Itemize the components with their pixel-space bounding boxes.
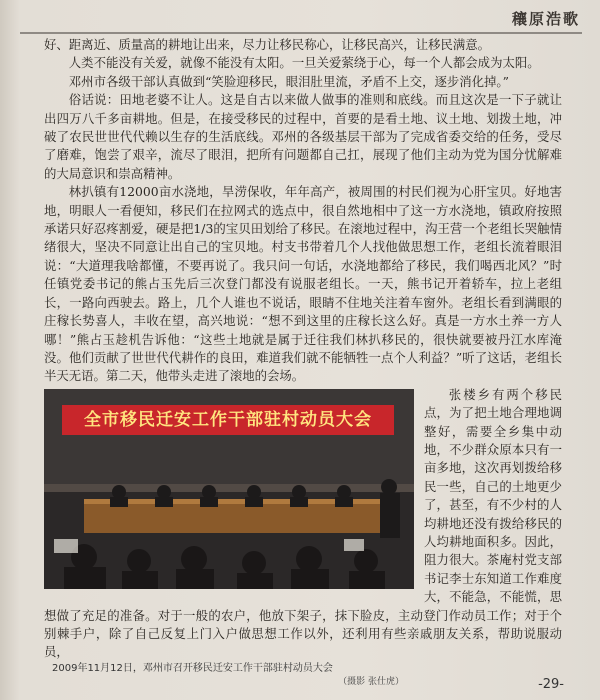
page-content [44,36,562,688]
paragraph: 俗话说：田地老婆不让人。这是自古以来做人做事的准则和底线。而且这次是一下子就让出四万八千多亩耕地。但是，在接受移民的过程中，首要的是看土地、议土地、划拨土地，冲破了农民世世代代赖以生存的生活底线。邓州的各级基层干部为了完成省委交给的任务，受尽了磨难，饱尝了艰辛，流尽了眼泪，把所有问题都自己扛，展现了他们主动为党为国分忧解难的大局意识和崇高精神。 [44,92,562,181]
meeting-photo [44,389,414,589]
running-header [20,6,582,34]
paragraph: 邓州市各级干部认真做到“笑脸迎移民，眼泪肚里流，矛盾不上交，逐步消化掉。” [68,73,509,89]
paragraph: 好、距离近、质量高的耕地让出来，尽力让移民称心，让移民高兴，让移民满意。 [44,37,491,52]
header-title: 穰原浩歌 [511,10,580,28]
paragraph: 林扒镇有12000亩水浇地，旱涝保收，年年高产，被周围的村民们视为心肝宝贝。好地害地，明眼人一看便知，移民们在拉网式的选点中，很自然地相中了这一方水浇地，镇政府按照承诺只好忍疼割爱，硬是把1/3的宝贝田划给了移民。在滚地过程中，沟王营一个老组长哭触情绪很大，坚决不同意让出自己的宝贝地。村支书带着几个人找他做思想工作，老组长流着眼泪说：“大道理我啥都懂，不要再说了。我只问一句话，水浇地都给了移民，我们喝西北风？”时任镇党委书记的熊占玉先后三次登门都没有说服老组长。一天，熊书记开着轿车，拉上老组长，一路向西驶去。路上，几个人谁也不说话，眼睛不住地关注着车窗外。老组长看到满眼的庄稼长势喜人，丰收在望，高兴地说：“想不到这里的庄稼长这么好。真是一方水土养一方人哪！”熊占玉趁机告诉他：“这些土地就是属于迁往我们林扒移民的，很快就要被丹江水库淹没。他们贡献了世世代代耕作的良田，难道我们就不能牺牲一点个人利益？”听了这话，老组长半天无语。第二天，他带头走进了滚地的会场。 [44,184,562,384]
meeting-banner-text: 全市移民迁安工作干部驻村动员大会 [84,409,372,430]
photo-text-wrap [44,386,562,688]
photo-caption: 2009年11月12日，邓州市召开移民迁安工作干部驻村动员大会 [52,662,333,674]
paragraph: 张楼乡有两个移民点，为了把土地合理地调整好，需要全乡集中动地，不少群众原本只有一亩多地，这次再划拨给移民一些，自己的土地更少了，甚至，有不少村的人均耕地还没有拨给移民的人均耕地面积多。因此，阻力很大。茶庵村党支部书记李士东知道工作难度大，不能急，不能慌，思想做了充足的准备。对于一般的农户，他放下架子，抹下脸皮，主动登门作动员工作；对于个别棘手户，除了自己反复上门入户做思想工作以外，还利用有些亲戚朋友关系，帮助说服动员， [44,386,562,660]
page-number: -29- [538,677,564,692]
paragraph: 人类不能没有关爱，就像不能没有太阳。一旦关爱萦绕于心，每一个人都会成为太阳。 [68,55,540,71]
photo-credit: （摄影 张仕虎） [338,676,404,687]
